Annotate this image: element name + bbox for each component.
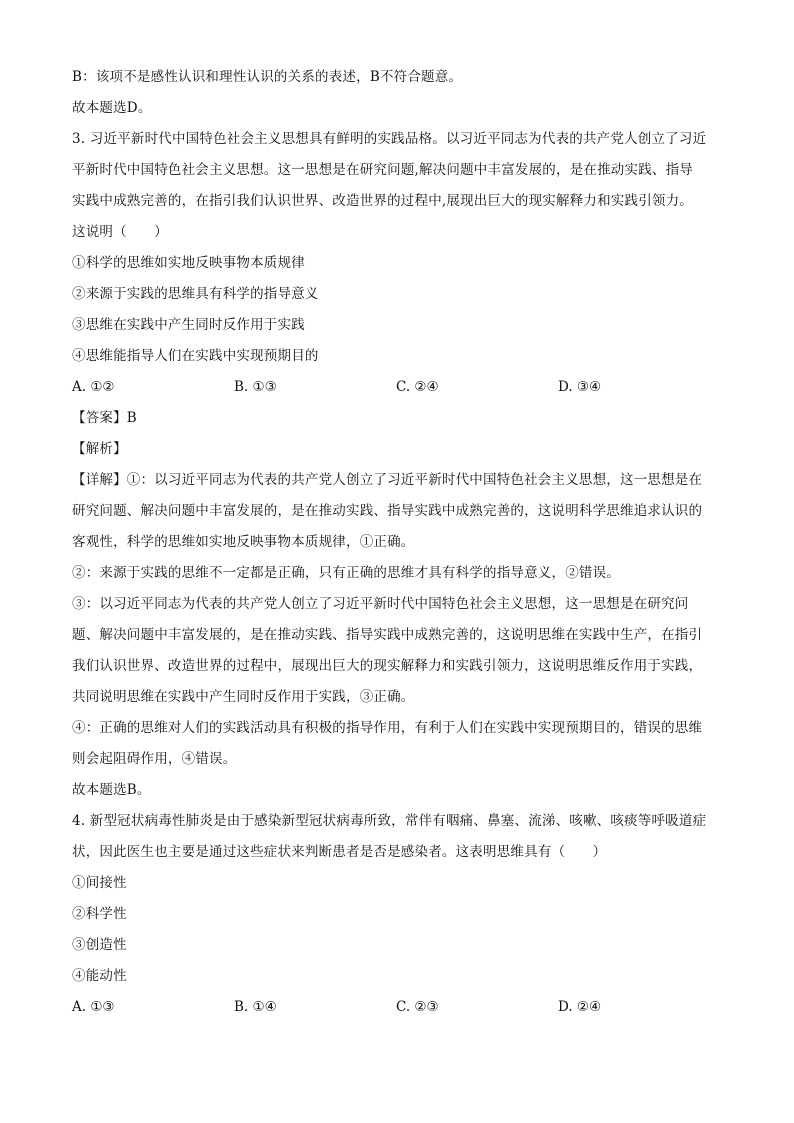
q4-option-b: B. ①④: [234, 999, 277, 1015]
q3-analysis-line: ④：正确的思维对人们的实践活动具有积极的指导作用，有利于人们在实践中实现预期目的，错误的思维: [72, 720, 703, 736]
q3-option-b: B. ①③: [234, 379, 277, 395]
q4-options: [72, 992, 722, 1023]
q3-analysis-line: 客观性，科学的思维如实地反映事物本质规律，①正确。: [72, 534, 415, 550]
q4-option-c: C. ②③: [396, 999, 439, 1015]
q3-stem-line: 实践中成熟完善的，在指引我们认识世界、改造世界的过程中,展现出巨大的现实解释力和实践引领力。: [72, 193, 693, 209]
q3-analysis-line: ③：以习近平同志为代表的共产党人创立了习近平新时代中国特色社会主义思想，这一思想是在研究问: [72, 596, 689, 612]
previous-conclusion: 故本题选D。: [72, 100, 152, 116]
q3-stem-line: 平新时代中国特色社会主义思想。这一思想是在研究问题,解决问题中丰富发展的，是在推动实践、指导: [72, 162, 693, 178]
q3-analysis-heading: 【解析】: [72, 441, 127, 457]
q3-analysis-line: ②：来源于实践的思维不一定都是正确，只有正确的思维才具有科学的指导意义，②错误。: [72, 565, 620, 581]
q3-statement-2: ②来源于实践的思维具有科学的指导意义: [72, 286, 319, 302]
question-3: [72, 124, 722, 806]
q4-statement-2: ②科学性: [72, 906, 127, 922]
q3-option-c: C. ②④: [396, 379, 439, 395]
q4-statement-3: ③创造性: [72, 937, 127, 953]
question-4: [72, 806, 722, 1023]
q3-analysis-line: 共同说明思维在实践中产生同时反作用于实践，③正确。: [72, 689, 415, 705]
q3-option-a: A. ①②: [72, 379, 115, 395]
q4-stem-line: 4. 新型冠状病毒性肺炎是由于感染新型冠状病毒所致，常伴有咽痛、鼻塞、流涕、咳嗽、咳痰等呼吸道症: [72, 813, 707, 829]
document-page: [72, 62, 722, 1023]
q3-analysis-line: 研究问题、解决问题中丰富发展的，是在推动实践、指导实践中成熟完善的，这说明科学思维追求认识的: [72, 503, 703, 519]
q3-analysis-line: 【详解】①：以习近平同志为代表的共产党人创立了习近平新时代中国特色社会主义思想，这一思想是在: [72, 472, 703, 488]
q3-answer: 【答案】B: [72, 410, 137, 426]
q3-statement-4: ④思维能指导人们在实践中实现预期目的: [72, 348, 319, 364]
q3-stem-line: 3. 习近平新时代中国特色社会主义思想具有鲜明的实践品格。以习近平同志为代表的共产党人创立了习近: [72, 131, 707, 147]
q3-analysis-line: 则会起阻碍作用，④错误。: [72, 751, 237, 767]
previous-analysis-b: B：该项不是感性认识和理性认识的关系的表述，B不符合题意。: [72, 69, 463, 85]
q4-option-d: D. ②④: [558, 999, 602, 1015]
q3-conclusion: 故本题选B。: [72, 782, 151, 798]
q3-option-d: D. ③④: [558, 379, 602, 395]
q3-stem-line: 这说明（ ）: [72, 224, 168, 240]
q4-statement-1: ①间接性: [72, 875, 127, 891]
q3-options: [72, 372, 722, 403]
q3-analysis-line: 我们认识世界、改造世界的过程中，展现出巨大的现实解释力和实践引领力，这说明思维反作用于实践，: [72, 658, 703, 674]
q3-statement-1: ①科学的思维如实地反映事物本质规律: [72, 255, 305, 271]
q3-statement-3: ③思维在实践中产生同时反作用于实践: [72, 317, 305, 333]
q4-option-a: A. ①③: [72, 999, 115, 1015]
q4-stem-line: 状，因此医生也主要是通过这些症状来判断患者是否是感染者。这表明思维具有（ ）: [72, 844, 607, 860]
q3-analysis-line: 题、解决问题中丰富发展的，是在推动实践、指导实践中成熟完善的，这说明思维在实践中生产，在指引: [72, 627, 703, 643]
q4-statement-4: ④能动性: [72, 968, 127, 984]
